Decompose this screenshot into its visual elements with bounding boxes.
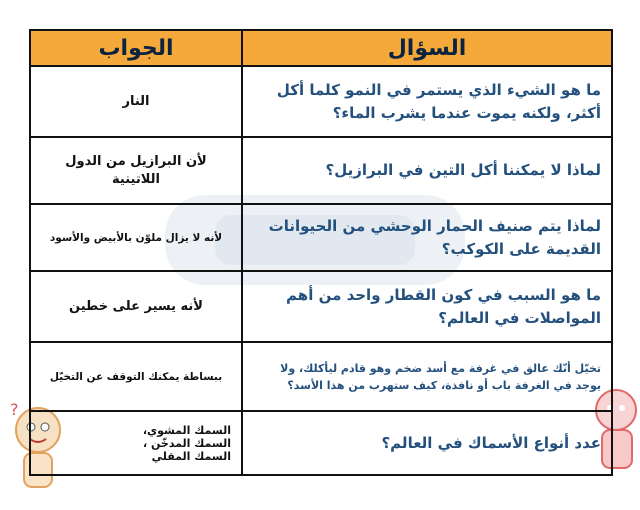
answer-cell [30, 411, 242, 475]
table-row [30, 137, 612, 204]
answer-cell: ببساطة يمكنك التوقف عن التخيّل [30, 342, 242, 411]
qa-table [29, 29, 613, 476]
answer-line: السمك المقلي [151, 449, 231, 463]
answer-header: الجواب [30, 30, 242, 66]
question-header: السؤال [242, 30, 612, 66]
question-cell: عدد أنواع الأسماك في العالم؟ [242, 411, 612, 475]
table-row [30, 204, 612, 271]
table-row [30, 66, 612, 137]
question-cell: لماذا لا يمكننا أكل التين في البرازيل؟ [242, 137, 612, 204]
answer-cell: لأنه لا يزال ملوّن بالأبيض والأسود [30, 204, 242, 271]
answer-line: السمك المدخّن ، [142, 436, 231, 450]
svg-text:?: ? [10, 400, 19, 419]
answer-line: السمك المشوي، [142, 423, 231, 437]
question-cell: لماذا يتم صنيف الحمار الوحشي من الحيوانات القديمة على الكوكب؟ [242, 204, 612, 271]
table-row [30, 271, 612, 342]
table-header-row [30, 30, 612, 66]
answer-cell: النار [30, 66, 242, 137]
question-cell: ما هو السبب في كون القطار واحد من أهم المواصلات في العالم؟ [242, 271, 612, 342]
table-row [30, 342, 612, 411]
question-cell: تخيّل أنّك عالق في غرفة مع أسد ضخم وهو قادم ليأكلك، ولا يوجد في الغرفة باب أو نافذة، كيف ستهرب من هذا الأسد؟ [242, 342, 612, 411]
answer-cell: لأن البرازيل من الدول اللاتينية [30, 137, 242, 204]
table-row [30, 411, 612, 475]
question-cell: ما هو الشيء الذي يستمر في النمو كلما أكل أكثر، ولكنه يموت عندما يشرب الماء؟ [242, 66, 612, 137]
answer-cell: لأنه يسير على خطين [30, 271, 242, 342]
